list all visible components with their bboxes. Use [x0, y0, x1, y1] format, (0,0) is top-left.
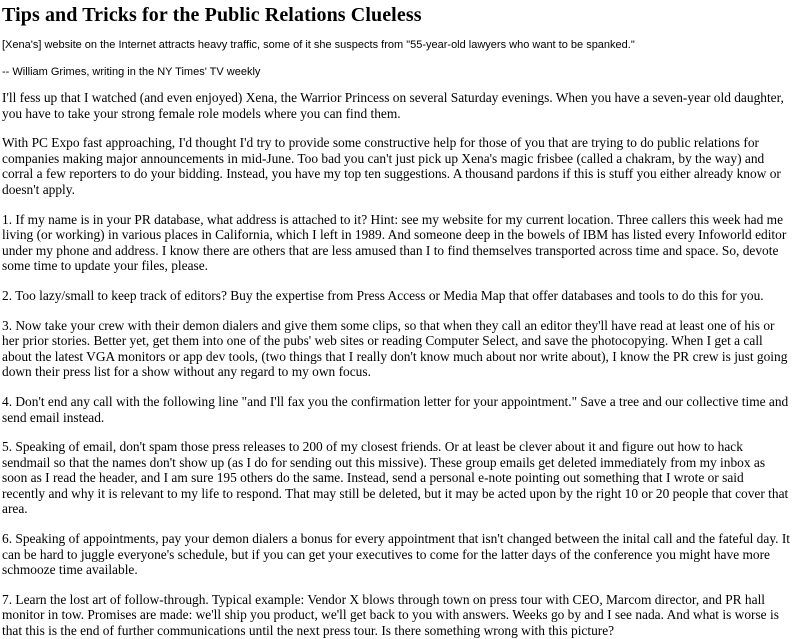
body-paragraph-tip-4: 4. Don't end any call with the following line "and I'll fax you the confirmation letter for your appointment." Save a tree and our collective time and send email instead.: [2, 393, 789, 425]
page-title: Tips and Tricks for the Public Relations Clueless: [2, 4, 422, 26]
spacer-in-epigraph: [2, 52, 790, 66]
body-paragraph-2: With PC Expo fast approaching, I'd thought I'd try to provide some constructive help for those of you that are trying to do public relations for companies making major announcements in mid-June. Too bad you can't just pick up Xena's magic frisbee (called a chakram, by the way) and corral a few reporters to do your bidding. Instead, you have my top ten suggestions. A thousand pardons if this is stuff you either already know or doesn't apply.: [2, 135, 781, 197]
epigraph-block: [2, 39, 790, 79]
epigraph-attribution: -- William Grimes, writing in the NY Times' TV weekly: [2, 66, 261, 78]
paragraph-gap: [2, 380, 790, 394]
paragraph-gap: [2, 198, 790, 212]
spacer-after-epigraph: [2, 79, 790, 90]
body-paragraph-tip-7: 7. Learn the lost art of follow-through. Typical example: Vendor X blows through town on press tour with CEO, Marcom director, and PR hall monitor in tow. Promises are made: we'll ship you product, we'll get back to you with answers. Weeks go by and I see nada. And what is worse is that this is the end of further communications until the next press tour. Is there something wrong with this picture?: [2, 591, 779, 639]
paragraph-gap: [2, 274, 790, 288]
epigraph-quote: [Xena's] website on the Internet attracts heavy traffic, some of it she suspects from "55-year-old lawyers who want to be spanked.": [2, 39, 635, 51]
paragraph-gap: [2, 425, 790, 439]
paragraph-gap: [2, 121, 790, 135]
body-paragraph-tip-5: 5. Speaking of email, don't spam those press releases to 200 of my closest friends. Or at least be clever about it and figure out how to hack sendmail so that the names don't show up (as I do for sending out this missive). These group emails get deleted immediately from my inbox as soon as I read the header, and I am sure 195 others do the same. Instead, send a personal e-note pointing out something that I wrote or said recently and why it is relevant to my life to respond. That may still be deleted, but it may be acted upon by the right 10 or 20 people that cover that area.: [2, 439, 789, 517]
document-page: [0, 4, 796, 639]
paragraph-gap: [2, 578, 790, 592]
body-paragraph-1: I'll fess up that I watched (and even enjoyed) Xena, the Warrior Princess on several Saturday evenings. When you have a seven-year old daughter, you have to take your strong female role models where you can find them.: [2, 90, 784, 121]
body-paragraph-tip-6: 6. Speaking of appointments, pay your demon dialers a bonus for every appointment that isn't changed between the inital call and the fateful day. It can be hard to juggle everyone's schedule, but if you can get your executives to come for the latter days of the conference you might have more schmooze time available.: [2, 531, 791, 578]
body-paragraph-tip-3: 3. Now take your crew with their demon dialers and give them some clips, so that when they call an editor they'll have read at least one of his or her prior stories. Better yet, get them into one of the pubs' web sites or reading Computer Select, and save the photocopying. When I get a call about the latest VGA monitors or app dev tools, (two things that I really don't know much about nor write about), I know the PR crew is just going down their press list for a show without any regard to my own focus.: [2, 317, 788, 380]
spacer-after-title: [2, 26, 790, 39]
body-paragraph-tip-2: 2. Too lazy/small to keep track of editors? Buy the expertise from Press Access or Media Map that offer databases and tools to do this for you.: [2, 287, 764, 303]
paragraph-gap: [2, 304, 790, 318]
paragraph-gap: [2, 517, 790, 531]
body-paragraph-tip-1: 1. If my name is in your PR database, what address is attached to it? Hint: see my website for my current location. Three callers this week had me living (or working) in various places in California, which I left in 1989. And someone deep in the bowels of IBM has listed every Infoworld editor under my phone and address. I know there are others that are less amused than I to find themselves transported across time and space. So, devote some time to update your files, please.: [2, 211, 787, 274]
